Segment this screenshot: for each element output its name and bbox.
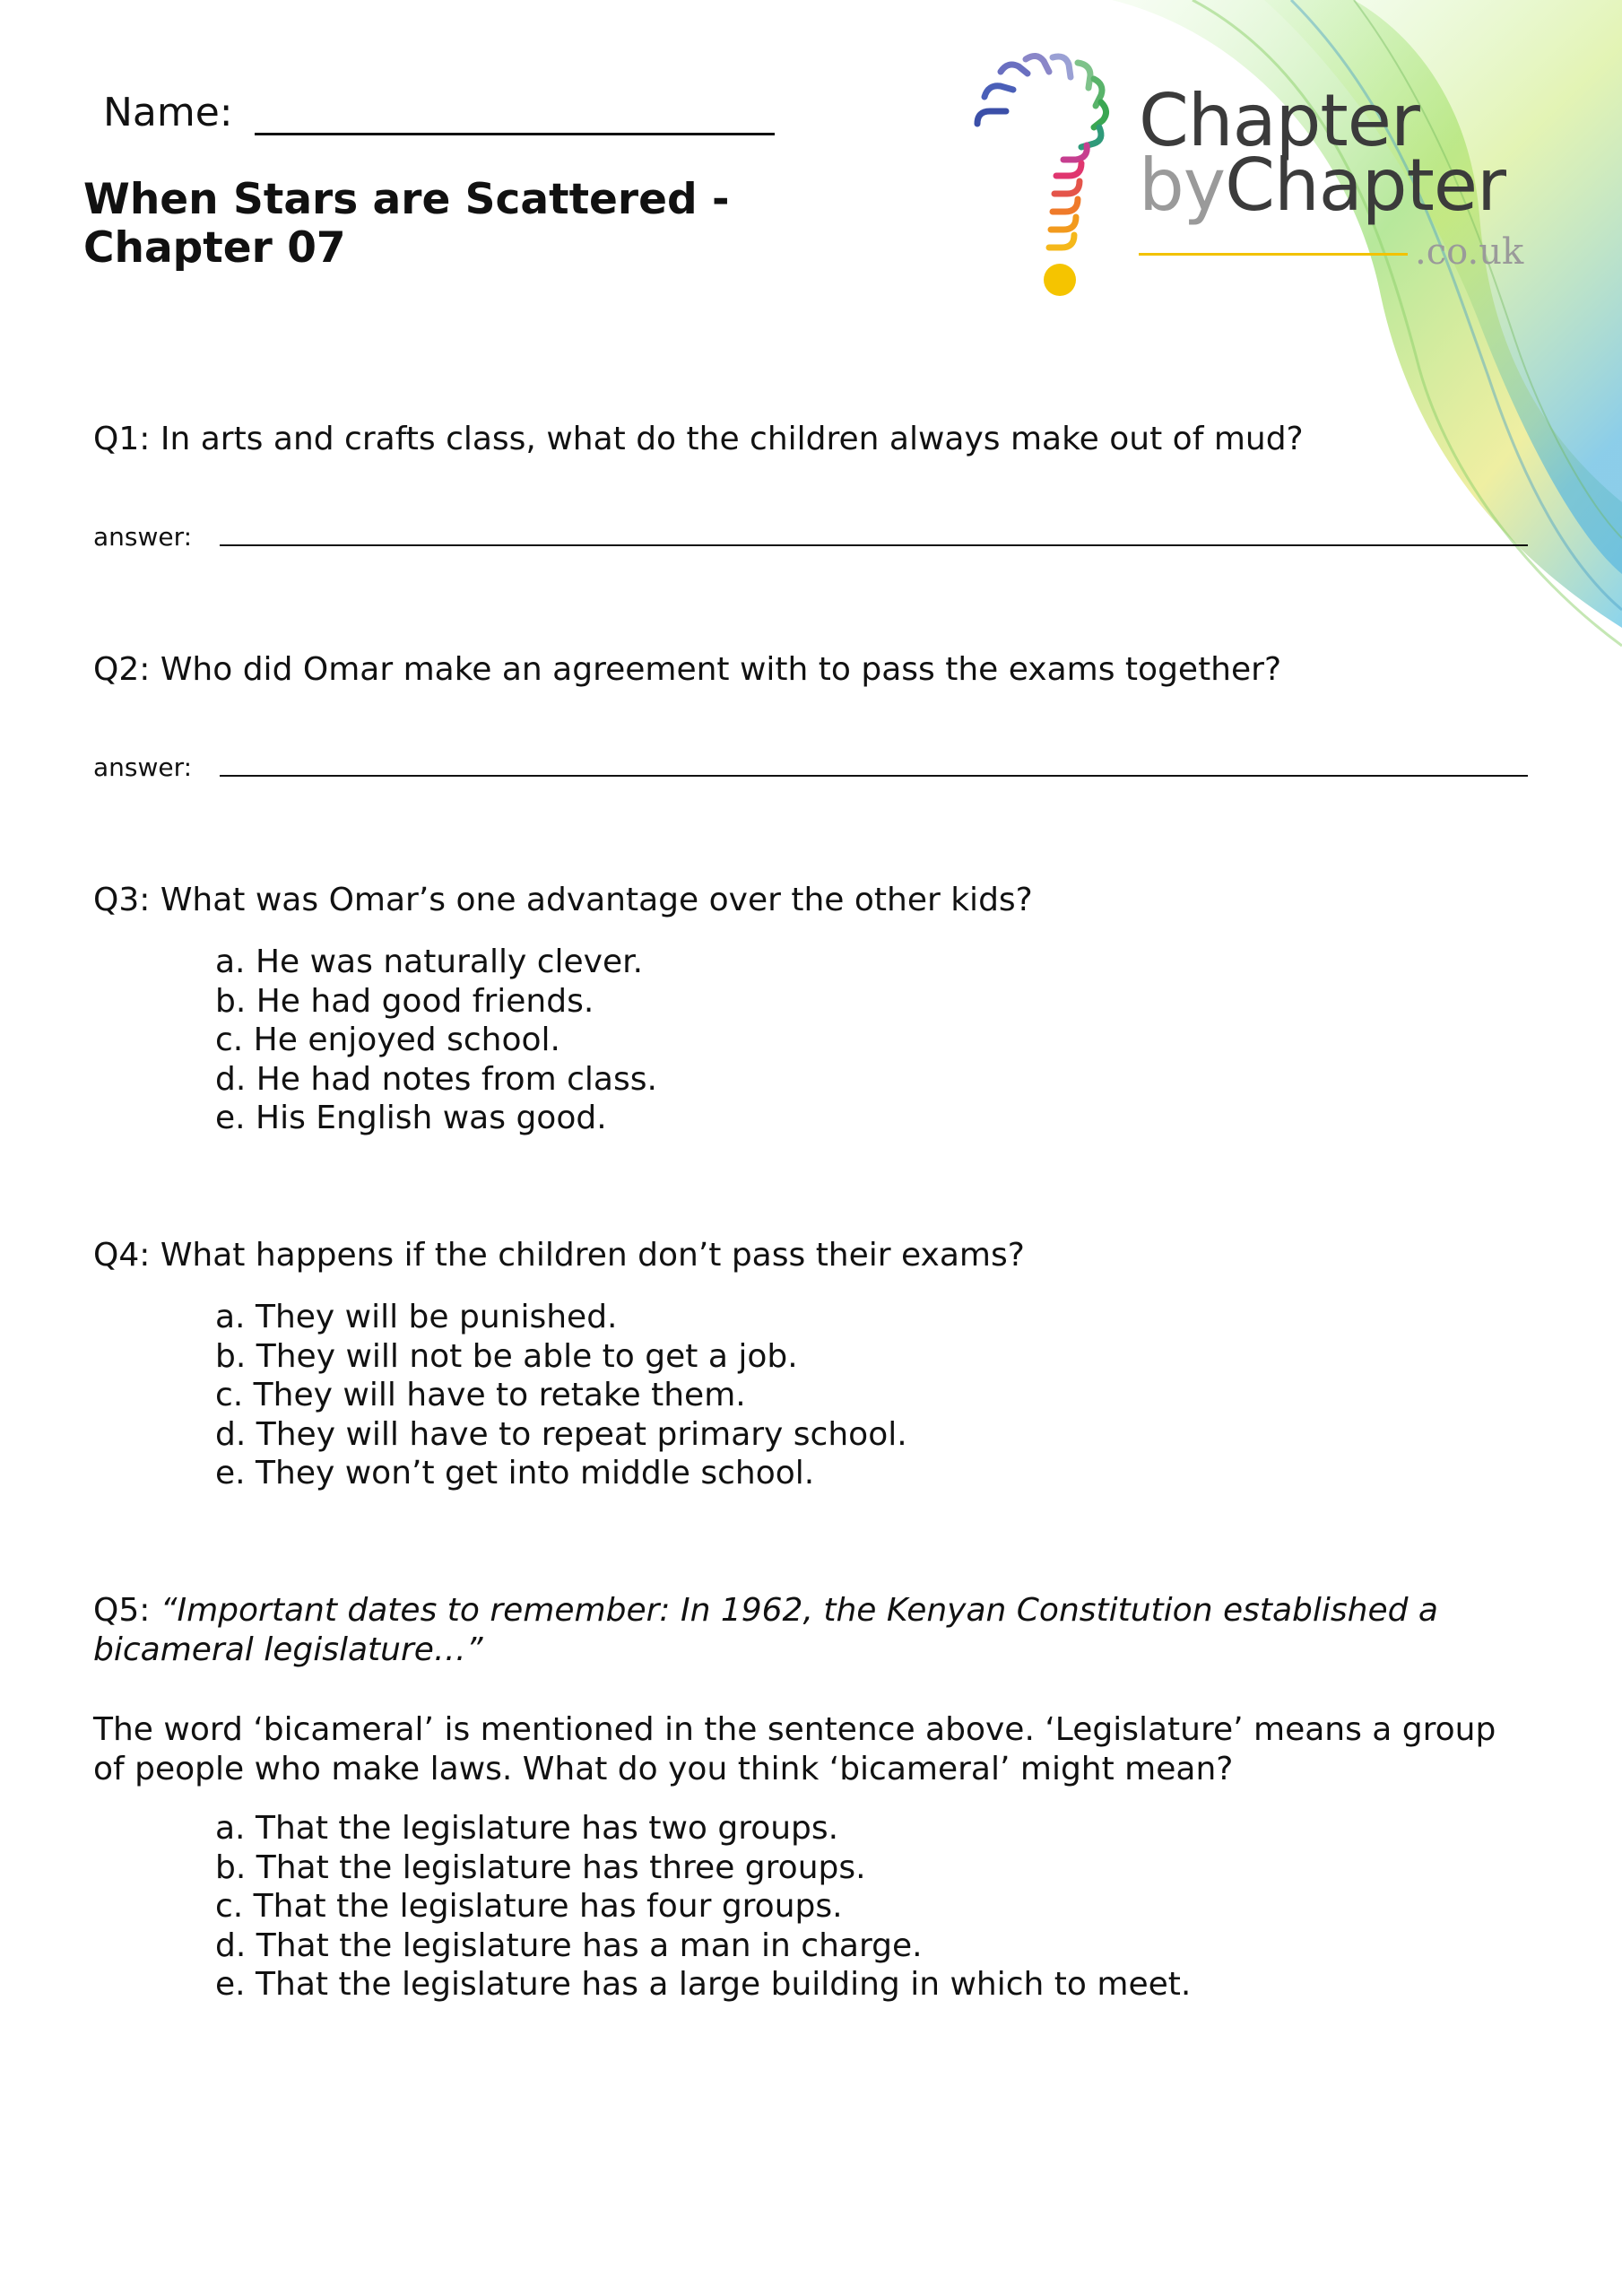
- option-e[interactable]: e. They won’t get into middle school.: [215, 1455, 815, 1492]
- question-3: [93, 881, 1528, 920]
- logo-wordmark: [1139, 79, 1505, 227]
- question-3-text: What was Omar’s one advantage over the other kids?: [160, 882, 1033, 918]
- question-4-number: Q4:: [93, 1237, 151, 1274]
- logo-domain: .co.uk: [1415, 231, 1524, 273]
- option-c[interactable]: c. They will have to retake them.: [215, 1377, 746, 1413]
- name-label: Name:: [103, 90, 233, 135]
- answer-line[interactable]: [220, 544, 1528, 546]
- question-5-options: [215, 1809, 1191, 2005]
- question-3-options: [215, 943, 657, 1138]
- answer-label: answer:: [93, 522, 193, 552]
- option-b[interactable]: b. He had good friends.: [215, 982, 594, 1020]
- logo-word-by: by: [1139, 144, 1226, 227]
- question-4-text: What happens if the children don’t pass their exams?: [160, 1237, 1025, 1274]
- question-5-text: The word ‘bicameral’ is mentioned in the sentence above. ‘Legislature’ means a group of people who make laws. What do you think ‘bicameral’ might mean?: [93, 1711, 1496, 1787]
- logo-word-bychapter: [1139, 144, 1505, 227]
- option-e[interactable]: e. His English was good.: [215, 1100, 607, 1136]
- option-c[interactable]: c. That the legislature has four groups.: [215, 1888, 843, 1925]
- logo-word-chapter-2: Chapter: [1225, 144, 1505, 227]
- question-4: [93, 1236, 1528, 1275]
- question-2: [93, 650, 1528, 690]
- question-4-options: [215, 1298, 907, 1493]
- logo-underline: [1139, 253, 1408, 256]
- option-b[interactable]: b. They will not be able to get a job.: [215, 1337, 798, 1375]
- question-1-text: In arts and crafts class, what do the children always make out of mud?: [160, 421, 1304, 457]
- question-5-quote: [93, 1591, 1528, 1670]
- name-field: [103, 90, 775, 135]
- option-d[interactable]: d. That the legislature has a man in charge.: [215, 1926, 923, 1964]
- option-a[interactable]: a. That the legislature has two groups.: [215, 1810, 839, 1847]
- question-1: [93, 420, 1528, 459]
- answer-line[interactable]: [220, 775, 1528, 777]
- option-d[interactable]: d. They will have to repeat primary school.: [215, 1415, 907, 1453]
- option-d[interactable]: d. He had notes from class.: [215, 1060, 657, 1098]
- question-1-answer: [93, 516, 1528, 552]
- option-e[interactable]: e. That the legislature has a large building in which to meet.: [215, 1966, 1192, 2003]
- logo-word-chapter: Chapter: [1139, 79, 1419, 162]
- option-c[interactable]: c. He enjoyed school.: [215, 1022, 560, 1058]
- question-2-number: Q2:: [93, 651, 151, 688]
- question-1-number: Q1:: [93, 421, 151, 457]
- question-5-quote-text: “Important dates to remember: In 1962, the Kenyan Constitution established a bicameral legislature…”: [93, 1592, 1438, 1668]
- question-2-text: Who did Omar make an agreement with to pass the exams together?: [160, 651, 1282, 688]
- option-b[interactable]: b. That the legislature has three groups.: [215, 1848, 866, 1886]
- option-a[interactable]: a. He was naturally clever.: [215, 944, 644, 980]
- question-3-number: Q3:: [93, 882, 151, 918]
- worksheet-title: When Stars are Scattered - Chapter 07: [83, 175, 730, 273]
- option-a[interactable]: a. They will be punished.: [215, 1299, 618, 1335]
- answer-label: answer:: [93, 752, 193, 782]
- question-5-number: Q5:: [93, 1592, 151, 1629]
- name-input-line[interactable]: [255, 97, 775, 135]
- question-2-answer: [93, 746, 1528, 782]
